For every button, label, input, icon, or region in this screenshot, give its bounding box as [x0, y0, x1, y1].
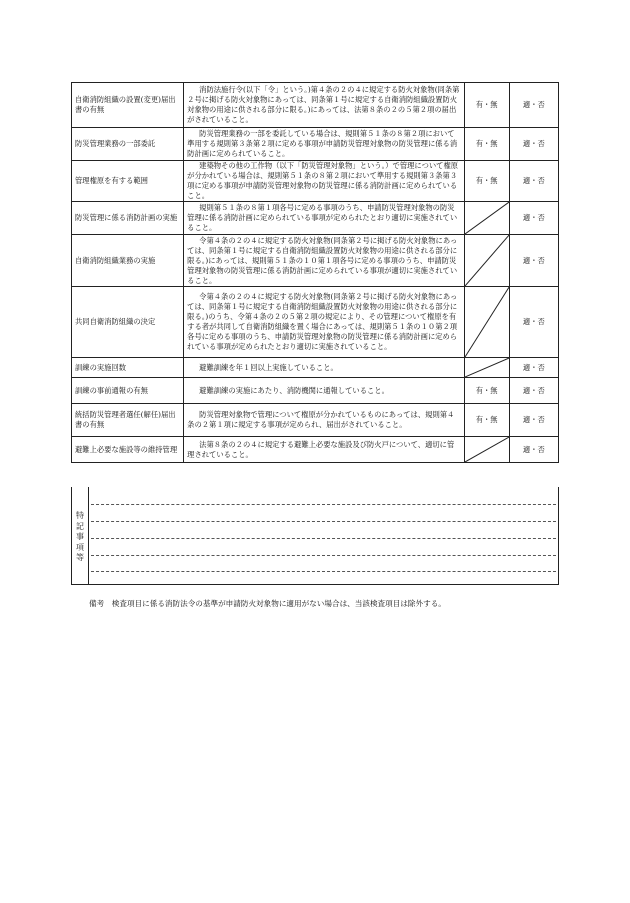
result-check[interactable]: 適・否: [509, 358, 558, 378]
presence-check[interactable]: 有・無: [464, 161, 509, 202]
item-criteria: 令第４条の２の４に規定する防火対象物(同条第２号に掲げる防火対象物にあっては、同条第１号に規定する自衛消防組織設置防火対象物の用途に供される部分に限る。)にあっては、規則第５１条の１０第１項各号に定める事項のうち、申請防災管理対象物の防災管理に係る消防計画に定められている事項が適切に実施されていること。: [184, 235, 464, 287]
table-row: [72, 437, 559, 463]
item-criteria: 防災管理業務の一部を委託している場合は、規則第５１条の８第２項において準用する規則第３条第２項に定める事項が申請防災管理対象物の防災管理に係る消防計画に定められていること。: [184, 128, 464, 161]
item-criteria: 法第８条の２の４に規定する避難上必要な施設及び防火戸について、適切に管理されていること。: [184, 437, 464, 463]
item-name: 自衛消防組織業務の実施: [72, 235, 184, 287]
special-notes-box: [71, 487, 559, 585]
presence-check[interactable]: 有・無: [464, 128, 509, 161]
table-row: [72, 235, 559, 287]
table-row: [72, 358, 559, 378]
note-line: [91, 538, 556, 539]
result-check[interactable]: 適・否: [509, 202, 558, 235]
item-criteria: 建築物その他の工作物（以下「防災管理対象物」という。）で管理について権原が分かれている場合は、規則第５１条の８第２項において準用する規則第３条第３項に定める事項が申請防災管理対象物の防災管理に係る消防計画に定められていること。: [184, 161, 464, 202]
result-check[interactable]: 適・否: [509, 437, 558, 463]
item-name: 自衛消防組織の設置(変更)届出書の有無: [72, 83, 184, 128]
result-check[interactable]: 適・否: [509, 378, 558, 404]
table-row: [72, 404, 559, 437]
item-criteria: 防災管理対象物で管理について権原が分かれているものにあっては、規則第４条の２第１項に規定する事項が定められ、届出がされていること。: [184, 404, 464, 437]
item-name: 訓練の実施回数: [72, 358, 184, 378]
presence-check[interactable]: 有・無: [464, 83, 509, 128]
result-check[interactable]: 適・否: [509, 161, 558, 202]
diagonal-slash-icon: [465, 202, 509, 234]
item-criteria: 消防法施行令(以下「令」という。)第４条の２の４に規定する防火対象物(同条第２号に掲げる防火対象物にあっては、同条第１号に規定する自衛消防組織設置防火対象物の用途に供される部分に限る。)にあっては、法第８条の２の５第２項の届出がされていること。: [184, 83, 464, 128]
presence-check[interactable]: 有・無: [464, 378, 509, 404]
note-line: [91, 504, 556, 505]
result-check[interactable]: 適・否: [509, 404, 558, 437]
not-applicable-cell: [464, 202, 509, 235]
item-name: 管理権原を有する範囲: [72, 161, 184, 202]
item-criteria: 規則第５１条の８第１項各号に定める事項のうち、申請防災管理対象物の防災管理に係る消防計画に定められている事項が定められたとおり適切に実施されていること。: [184, 202, 464, 235]
inspection-sheet: [71, 82, 559, 463]
note-line: [91, 571, 556, 572]
diagonal-slash-icon: [465, 358, 509, 377]
presence-check[interactable]: 有・無: [464, 404, 509, 437]
item-name: 統括防災管理者選任(解任)届出書の有無: [72, 404, 184, 437]
not-applicable-cell: [464, 235, 509, 287]
not-applicable-cell: [464, 437, 509, 463]
item-name: 訓練の事前通報の有無: [72, 378, 184, 404]
diagonal-slash-icon: [465, 437, 509, 462]
table-row: [72, 83, 559, 128]
diagonal-slash-icon: [465, 287, 509, 357]
not-applicable-cell: [464, 287, 509, 358]
item-criteria: 令第４条の２の４に規定する防火対象物(同条第２号に掲げる防火対象物にあっては、同条第１号に規定する自衛消防組織設置防火対象物の用途に供される部分に限る。)のうち、令第４条の２の５第２項の規定により、その管理について権原を有する者が共同して自衛消防組織を置く場合にあっては、規則第５１条の１０第２項各号に定める事項のうち、申請防災管理対象物の防災管理に係る消防計画に定められている事項が定められたとおり適切に実施されていること。: [184, 287, 464, 358]
table-row: [72, 287, 559, 358]
item-name: 防災管理に係る消防計画の実施: [72, 202, 184, 235]
diagonal-slash-icon: [465, 235, 509, 286]
special-notes-label: 特記事項等: [76, 511, 84, 562]
table-row: [72, 202, 559, 235]
inspection-table: [71, 82, 559, 463]
result-check[interactable]: 適・否: [509, 83, 558, 128]
item-criteria: 避難訓練を年１回以上実施していること。: [184, 358, 464, 378]
note-line: [91, 555, 556, 556]
table-row: [72, 128, 559, 161]
item-criteria: 避難訓練の実施にあたり、消防機関に通報していること。: [184, 378, 464, 404]
special-notes-area[interactable]: [88, 487, 558, 584]
result-check[interactable]: 適・否: [509, 128, 558, 161]
item-name: 共同自衛消防組織の決定: [72, 287, 184, 358]
item-name: 防災管理業務の一部委託: [72, 128, 184, 161]
result-check[interactable]: 適・否: [509, 235, 558, 287]
table-row: [72, 378, 559, 404]
not-applicable-cell: [464, 358, 509, 378]
item-name: 避難上必要な施設等の維持管理: [72, 437, 184, 463]
remark-note: 備考 検査項目に係る消防法令の基準が申請防火対象物に適用がない場合は、当該検査項目は除外する。: [89, 599, 446, 608]
note-line: [91, 521, 556, 522]
result-check[interactable]: 適・否: [509, 287, 558, 358]
table-row: [72, 161, 559, 202]
